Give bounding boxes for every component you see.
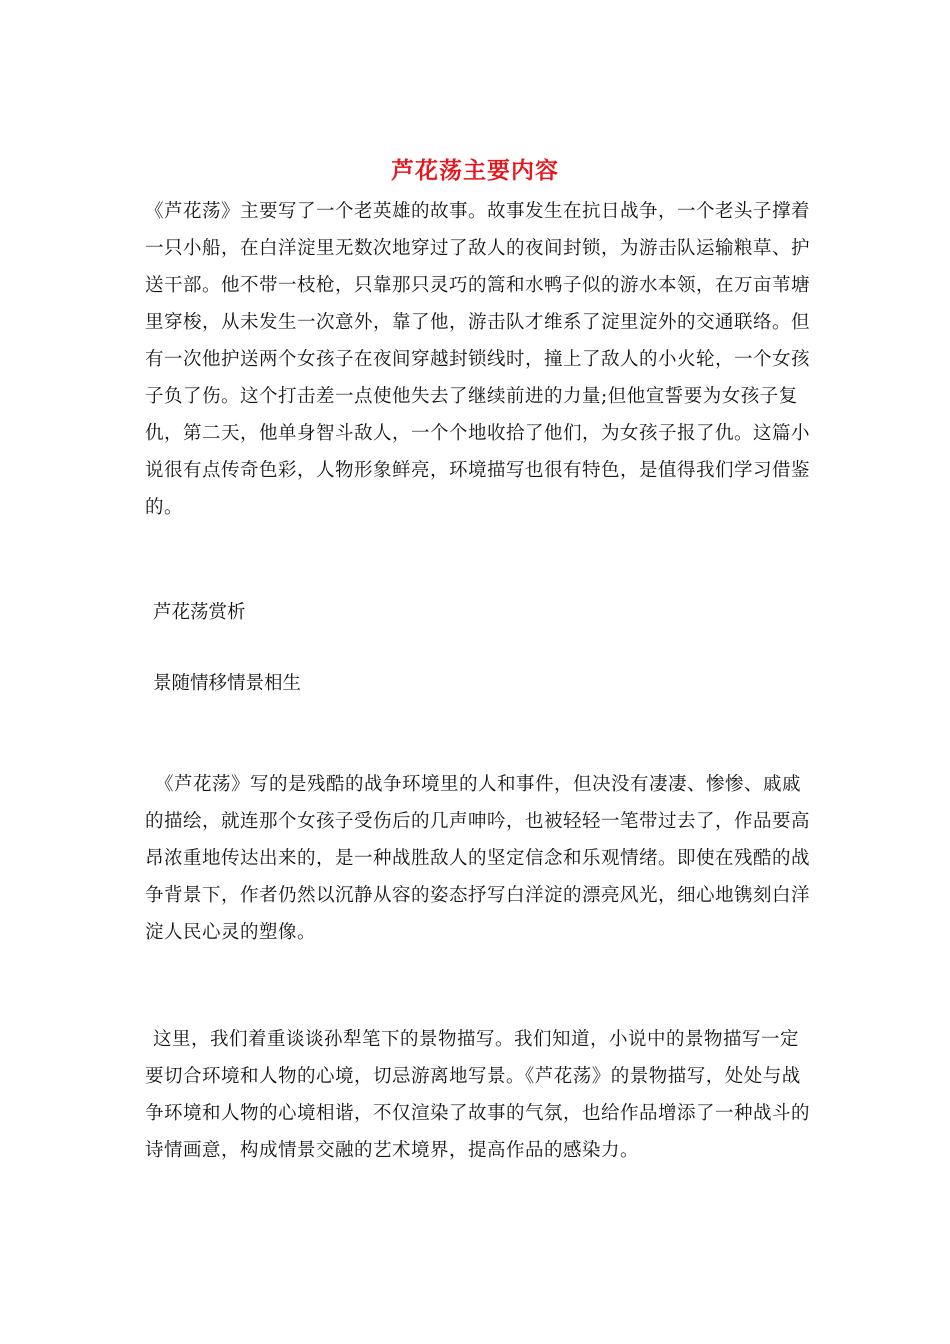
section-subheading: 景随情移情景相生 <box>153 673 302 694</box>
document-title: 芦花荡主要内容 <box>391 157 559 184</box>
analysis-paragraph-1: 《芦花荡》写的是残酷的战争环境里的人和事件，但决没有凄凄、惨惨、戚戚的描绘，就连那个女孩子受伤后的几声呻吟，也被轻轻一笔带过去了，作品要高昂浓重地传达出来的，是一种战胜敌人的坚定信念和乐观情绪。即使在残酷的战争背景下，作者仍然以沉静从容的姿态抒写白洋淀的漂亮风光，细心地镌刻白洋淀人民心灵的塑像。 <box>145 774 811 943</box>
analysis-paragraph-2: 这里，我们着重谈谈孙犁笔下的景物描写。我们知道，小说中的景物描写一定要切合环境和人物的心境，切忌游离地写景。《芦花荡》的景物描写，处处与战争环境和人物的心境相谐，不仅渲染了故事的气氛，也给作品增添了一种战斗的诗情画意，构成情景交融的艺术境界，提高作品的感染力。 <box>145 1029 811 1161</box>
summary-paragraph: 《芦花荡》主要写了一个老英雄的故事。故事发生在抗日战争，一个老头子撑着一只小船，在白洋淀里无数次地穿过了敌人的夜间封锁，为游击队运输粮草、护送干部。他不带一枝枪，只靠那只灵巧的篙和水鸭子似的游水本领，在万亩苇塘里穿梭，从未发生一次意外，靠了他，游击队才维系了淀里淀外的交通联络。但有一次他护送两个女孩子在夜间穿越封锁线时，撞上了敌人的小火轮，一个女孩子负了伤。这个打击差一点使他失去了继续前进的力量;但他宣誓要为女孩子复仇，第二天，他单身智斗敌人，一个个地收拾了他们，为女孩子报了仇。这篇小说很有点传奇色彩，人物形象鲜亮，环境描写也很有特色，是值得我们学习借鉴的。 <box>145 201 811 518</box>
section-heading-appreciation: 芦花荡赏析 <box>153 602 246 623</box>
